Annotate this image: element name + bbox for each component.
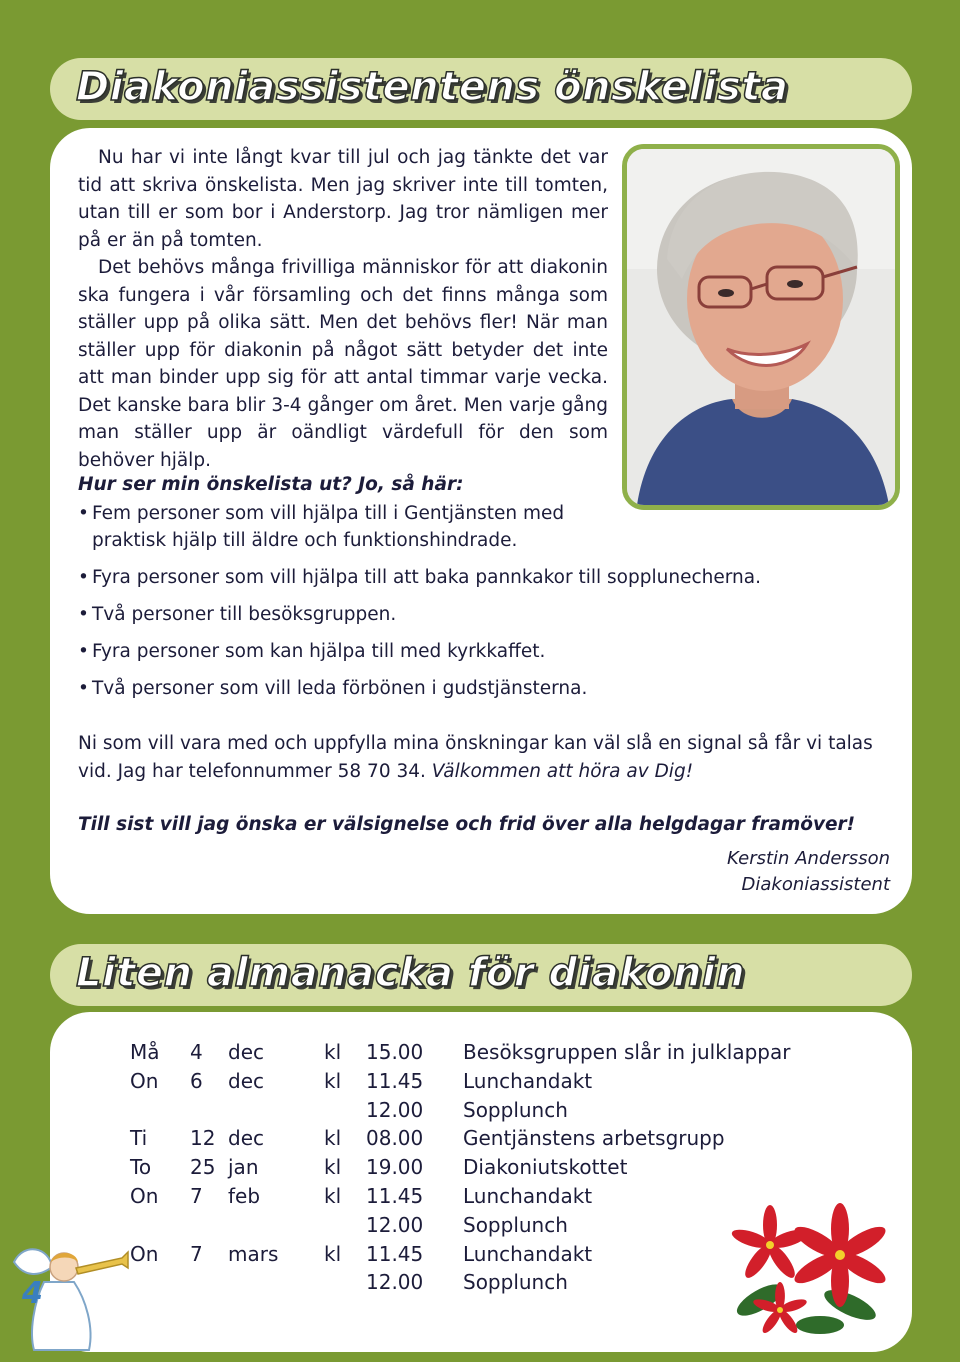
calendar-day: Må: [130, 1040, 160, 1064]
intro-text: [78, 144, 608, 474]
wish-text: Fyra personer som vill hjälpa till att baka pannkakor till sopplunecherna.: [92, 567, 761, 588]
table-row: [130, 1153, 790, 1182]
calendar-date: 7: [190, 1183, 203, 1208]
signature: [727, 846, 890, 898]
calendar-event: Sopplunch: [463, 1212, 568, 1237]
list-item: [78, 675, 878, 702]
calendar-date: 12: [190, 1126, 216, 1151]
calendar-time: 11.45: [366, 1068, 424, 1093]
wish-text-continued: praktisk hjälp till äldre och funktionshindrade.: [92, 530, 518, 551]
calendar-date: [190, 1211, 228, 1240]
section-banner-calendar: [50, 944, 912, 1006]
calendar-time: 12.00: [366, 1270, 424, 1295]
table-row: [130, 1067, 790, 1096]
closing-welcome: Välkommen att höra av Dig!: [431, 761, 694, 782]
calendar-day: To: [130, 1155, 152, 1180]
intro-paragraph: Nu har vi inte långt kvar till jul och jag tänkte det var tid att skriva önskelista. Men jag skriver inte till tomten, utan till er som bor i Anderstorp. Jag tror nämligen mer på er än på tomten.: [78, 147, 608, 251]
calendar-kl: kl: [324, 1183, 342, 1208]
calendar-event: Lunchandakt: [463, 1068, 593, 1093]
calendar-date: [190, 1096, 228, 1125]
calendar-kl: [324, 1096, 366, 1125]
calendar-time: 11.45: [366, 1241, 424, 1266]
calendar-day: On: [130, 1241, 159, 1266]
calendar-month: [228, 1211, 324, 1240]
wishlist-heading: Hur ser min önskelista ut? Jo, så här:: [78, 474, 464, 495]
list-item: [78, 500, 878, 554]
bullet-icon: •: [78, 503, 89, 524]
calendar-date: 25: [190, 1155, 216, 1180]
portrait-photo: [622, 144, 900, 510]
portrait-illustration: [627, 149, 895, 505]
calendar-month: dec: [228, 1068, 264, 1093]
calendar-month: mars: [228, 1241, 279, 1266]
calendar-kl: [324, 1268, 366, 1297]
calendar-day: [130, 1211, 190, 1240]
poinsettia-icon: [720, 1200, 900, 1340]
list-item: [78, 601, 878, 628]
wish-text: Två personer som vill leda förbönen i gudstjänsterna.: [92, 678, 588, 699]
wish-text: Två personer till besöksgruppen.: [92, 604, 397, 625]
bullet-icon: •: [78, 604, 89, 625]
table-row: [130, 1240, 790, 1269]
calendar-event: Sopplunch: [463, 1097, 568, 1122]
calendar-month: dec: [228, 1040, 264, 1064]
calendar-month: [228, 1096, 324, 1125]
page-number: 4: [22, 1276, 43, 1311]
signature-title: Diakoniassistent: [741, 874, 890, 895]
signature-name: Kerstin Andersson: [726, 848, 890, 869]
final-wish: Till sist vill jag önska er välsignelse och frid över alla helgdagar framöver!: [78, 814, 856, 835]
calendar-event: Lunchandakt: [463, 1183, 593, 1208]
calendar-event: Sopplunch: [463, 1270, 568, 1295]
calendar-kl: kl: [324, 1068, 342, 1093]
calendar-day: [130, 1268, 190, 1297]
section-title-wishlist: Diakoniassistentens önskelista: [76, 64, 789, 110]
calendar-date: 7: [190, 1241, 203, 1266]
calendar-event: Gentjänstens arbetsgrupp: [463, 1126, 725, 1151]
calendar-month: jan: [228, 1155, 259, 1180]
calendar-day: Ti: [130, 1126, 148, 1151]
calendar-kl: kl: [324, 1040, 342, 1064]
bullet-icon: •: [78, 641, 89, 662]
calendar-month: feb: [228, 1183, 261, 1208]
intro-paragraph: Det behövs många frivilliga människor för att diakonin ska fungera i vår församling och det finns många som ställer upp på olika sätt. Men det behövs fler! När man ställer upp för diakonin på något sätt betyder det inte att man binder upp sig för att antal timmar varje vecka. Det kanske bara blir 3-4 gånger om året. Men varje gång man ställer upp är oändligt värdefull för den som behöver hjälp.: [78, 257, 608, 471]
calendar-date: 6: [190, 1068, 203, 1093]
calendar-time: 12.00: [366, 1212, 424, 1237]
calendar-month: dec: [228, 1126, 264, 1151]
calendar-month: [228, 1268, 324, 1297]
calendar-day: On: [130, 1183, 159, 1208]
list-item: [78, 564, 878, 591]
calendar-day: On: [130, 1068, 159, 1093]
wishlist-panel: [50, 128, 912, 914]
table-row: [130, 1124, 790, 1153]
wish-text: Fem personer som vill hjälpa till i Gentjänsten med: [92, 503, 565, 524]
calendar-event: Besöksgruppen slår in julklappar: [463, 1040, 791, 1064]
bullet-icon: •: [78, 678, 89, 699]
calendar-time: 15.00: [366, 1040, 424, 1064]
calendar-time: 08.00: [366, 1126, 424, 1151]
calendar-kl: [324, 1211, 366, 1240]
section-banner-wishlist: [50, 58, 912, 120]
table-row: [130, 1268, 790, 1297]
calendar-body: [130, 1038, 790, 1297]
table-row: [130, 1096, 790, 1125]
calendar-date: [190, 1268, 228, 1297]
calendar-time: 19.00: [366, 1155, 424, 1180]
table-row: [130, 1182, 790, 1211]
calendar-table: [130, 1038, 790, 1297]
calendar-time: 12.00: [366, 1097, 424, 1122]
calendar-event: Lunchandakt: [463, 1241, 593, 1266]
list-item: [78, 638, 878, 665]
calendar-date: 4: [190, 1040, 203, 1064]
wishlist: [78, 500, 878, 712]
calendar-kl: kl: [324, 1155, 342, 1180]
calendar-time: 11.45: [366, 1183, 424, 1208]
table-row: [130, 1211, 790, 1240]
closing-text: Ni som vill vara med och uppfylla mina önskningar kan väl slå en signal så får vi talas vid. Jag har telefonnummer 58 70 34.: [78, 733, 873, 782]
section-title-calendar: Liten almanacka för diakonin: [76, 950, 746, 996]
wish-text: Fyra personer som kan hjälpa till med kyrkkaffet.: [92, 641, 546, 662]
calendar-day: [130, 1096, 190, 1125]
table-row: [130, 1038, 790, 1067]
calendar-event: Diakoniutskottet: [463, 1155, 628, 1180]
calendar-kl: kl: [324, 1241, 342, 1266]
calendar-kl: kl: [324, 1126, 342, 1151]
closing-paragraph: [78, 730, 898, 786]
bullet-icon: •: [78, 567, 89, 588]
